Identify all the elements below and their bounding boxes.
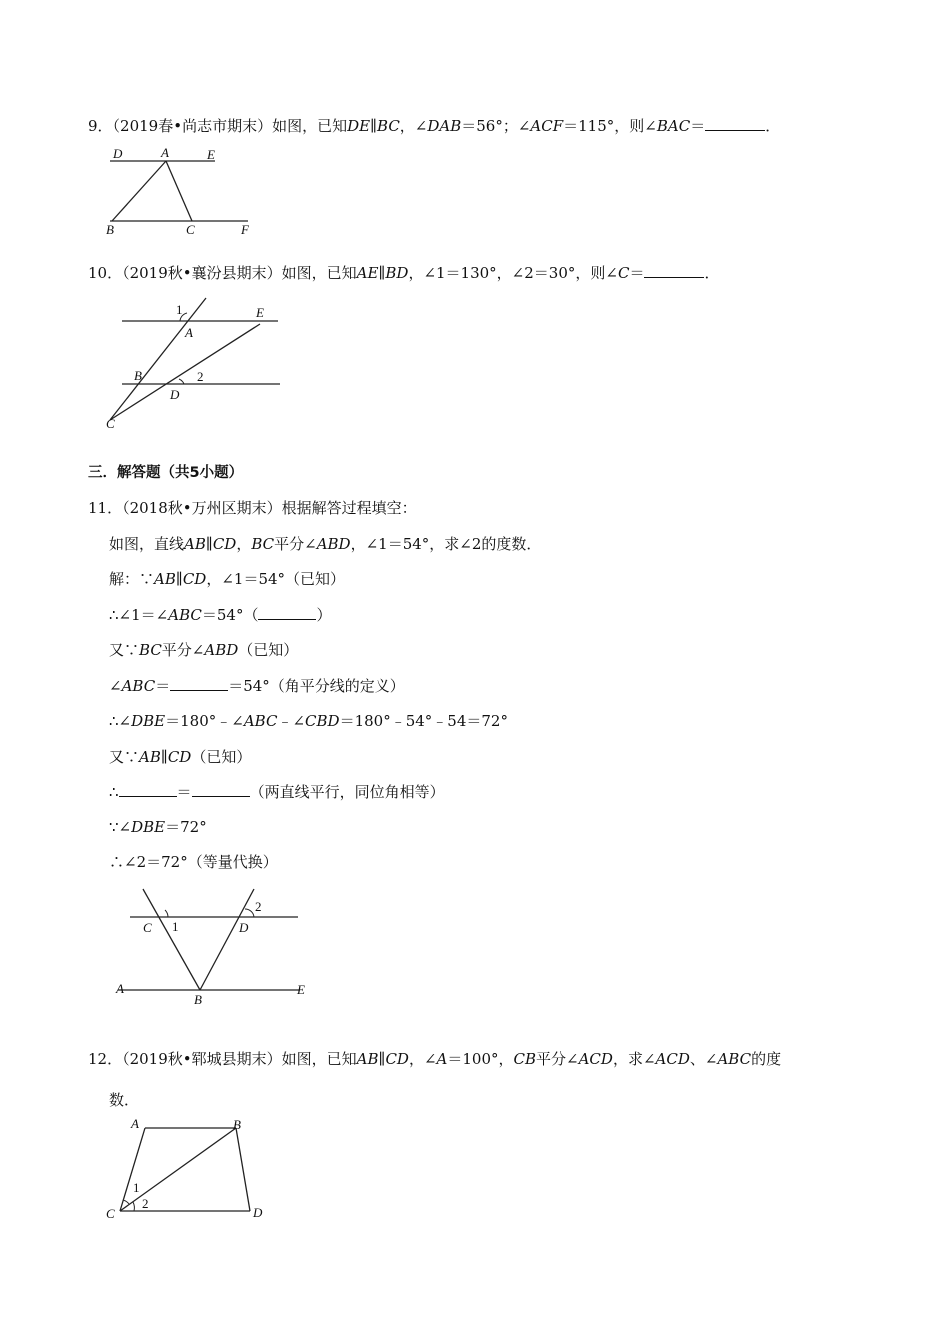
q12-figure	[100, 1114, 275, 1224]
section-3-title: 三．解答题（共5小题）	[88, 465, 244, 481]
q11-l2a: 解：∵	[109, 570, 155, 588]
q12-op1: ∥	[378, 1050, 386, 1068]
q9-number: 9．	[88, 117, 113, 135]
q11-l2d: CD	[182, 570, 207, 588]
q11-l5a: ∠	[109, 677, 122, 695]
q11-label-2: 2	[255, 899, 262, 914]
q12-v5: ACD	[578, 1050, 613, 1068]
q12-label-b: B	[233, 1117, 241, 1132]
q10-text	[88, 263, 719, 283]
q11-l4a: 又∵	[109, 641, 140, 659]
q12-angle2-arc	[133, 1202, 134, 1211]
q10-label-b: B	[134, 368, 142, 383]
q12-v2: CD	[385, 1050, 409, 1068]
q12-t2: ，∠	[408, 1050, 437, 1068]
q11-l1a: 如图，直线	[109, 535, 185, 553]
q9-label-c: C	[186, 222, 195, 237]
q11-l1e: ，	[236, 535, 252, 553]
q12-v6: ACD	[655, 1050, 690, 1068]
q11-line-9	[109, 817, 207, 837]
q12-label-d: D	[253, 1205, 263, 1220]
q9-v3: DAB	[427, 117, 462, 135]
q11-line-1	[109, 534, 541, 554]
q12-t4: 平分∠	[536, 1050, 579, 1068]
q9-label-b: B	[106, 222, 114, 237]
q9-t3: ＝56°；∠	[461, 117, 531, 135]
q12-text-cont: 数．	[109, 1091, 140, 1109]
q11-l2b: AB	[154, 570, 176, 588]
q12-t3: ＝100°，	[447, 1050, 514, 1068]
q12-label-2: 2	[142, 1196, 149, 1211]
q10-line-ca	[110, 298, 206, 420]
q12-angle1-arc	[123, 1200, 129, 1204]
q11-l5c: ＝	[155, 677, 171, 695]
q11-label-a: A	[116, 981, 124, 996]
q11-l7a: 又∵	[109, 748, 140, 766]
q10-op1: ∥	[378, 264, 386, 282]
q11-l6c: ＝180°﹣∠	[165, 712, 244, 730]
q10-label-2: 2	[197, 369, 204, 384]
q11-l6e: ﹣∠	[277, 712, 306, 730]
q11-l7c: ∥	[160, 748, 168, 766]
q11-line-10: ∴∠2＝72°（等量代换）	[109, 853, 278, 871]
q11-l6b: DBE	[131, 712, 166, 730]
q11-label-1: 1	[172, 919, 179, 934]
q12-seg-cb	[120, 1128, 236, 1211]
q11-l8b: ＝	[176, 783, 192, 801]
q9-op1: ∥	[370, 117, 378, 135]
q11-seg-bd	[200, 889, 254, 990]
q11-line-6	[109, 711, 508, 731]
q10-figure	[100, 292, 290, 437]
q9-label-f: F	[241, 222, 249, 237]
q9-t5: ＝	[690, 117, 706, 135]
q11-l6f: CBD	[305, 712, 340, 730]
q9-seg-ab	[112, 161, 166, 221]
q11-l1c: ∥	[205, 535, 213, 553]
q12-t7: 的度	[751, 1050, 782, 1068]
q11-l9c: ＝72°	[165, 818, 207, 836]
q12-source: （2019秋•郓城县期末）	[122, 1050, 282, 1068]
q10-label-1: 1	[176, 302, 183, 317]
q11-line-7	[109, 747, 251, 767]
q11-line-8	[109, 782, 445, 802]
q11-l1h: ABD	[316, 535, 351, 553]
q9-v4: ACF	[530, 117, 564, 135]
q11-l1d: CD	[212, 535, 237, 553]
q11-l4d: ABD	[204, 641, 239, 659]
q11-figure	[108, 884, 318, 1009]
q11-angle1-arc	[165, 910, 168, 917]
q11-line-5	[109, 676, 405, 696]
q12-v3: A	[436, 1050, 448, 1068]
q11-l8c: （两直线平行，同位角相等）	[249, 783, 445, 801]
q9-t4: ＝115°，则∠	[563, 117, 657, 135]
q9-v5: BAC	[656, 117, 691, 135]
q10-v1: AE	[356, 264, 379, 282]
q11-l5b: ABC	[121, 677, 156, 695]
q11-l6a: ∴∠	[109, 712, 132, 730]
q11-l2e: ，∠1＝54°（已知）	[206, 570, 346, 588]
q10-t2: ，∠1＝130°，∠2＝30°，则∠	[408, 264, 618, 282]
q9-label-d: D	[113, 146, 123, 161]
q12-t1: 如图，已知	[281, 1050, 357, 1068]
q11-l4b: BC	[139, 641, 162, 659]
q12-v7: ABC	[717, 1050, 752, 1068]
q11-l2c: ∥	[175, 570, 183, 588]
q11-l7d: CD	[167, 748, 192, 766]
q11-label-d: D	[239, 920, 249, 935]
q11-label-b: B	[194, 992, 202, 1007]
q12-v4: CB	[513, 1050, 537, 1068]
q10-t3: ＝	[629, 264, 645, 282]
q12-label-a: A	[131, 1116, 139, 1131]
q11-l1g: 平分∠	[274, 535, 317, 553]
q9-text	[88, 116, 780, 136]
q12-seg-bd	[236, 1128, 250, 1211]
q12-number: 12．	[88, 1050, 123, 1068]
q11-l3b: ABC	[168, 606, 202, 624]
q10-t1: 如图，已知	[281, 264, 357, 282]
q9-figure	[100, 140, 270, 240]
q10-number: 10．	[88, 264, 123, 282]
q12-text	[88, 1049, 781, 1069]
q11-angle2-arc	[245, 909, 254, 917]
q11-l7e: （已知）	[191, 748, 252, 766]
q12-v1: AB	[356, 1050, 379, 1068]
q12-label-c: C	[106, 1206, 115, 1221]
q11-seg-cb	[143, 889, 200, 990]
q10-v3: C	[617, 264, 630, 282]
q10-angle2-arc	[179, 379, 184, 384]
q10-source: （2019秋•襄汾县期末）	[122, 264, 282, 282]
q9-source: （2019春•尚志市期末）	[112, 117, 273, 135]
q10-label-c: C	[106, 416, 115, 431]
q9-end: ．	[765, 117, 781, 135]
q11-l1b: AB	[184, 535, 206, 553]
q12-t6: 、∠	[689, 1050, 718, 1068]
q9-seg-ac	[166, 161, 192, 221]
q11-l3d: ）	[316, 606, 332, 624]
q11-source: （2018秋•万州区期末）	[122, 499, 282, 517]
q11-text	[88, 498, 417, 518]
q9-t2: ，∠	[399, 117, 428, 135]
q11-label-e: E	[297, 982, 305, 997]
q11-l6d: ABC	[243, 712, 278, 730]
q11-label-c: C	[143, 920, 152, 935]
q11-number: 11．	[88, 499, 123, 517]
q11-l3c: ＝54°（	[201, 606, 259, 624]
q9-label-a: A	[161, 145, 169, 160]
q9-label-e: E	[207, 147, 215, 162]
q11-l6g: ＝180°﹣54°﹣54＝72°	[339, 712, 508, 730]
q11-l4c: 平分∠	[161, 641, 205, 659]
q11-blank-reason-1[interactable]	[258, 605, 316, 620]
q11-blank-left[interactable]	[119, 782, 177, 797]
q10-label-d: D	[170, 387, 180, 402]
q11-intro: 根据解答过程填空：	[281, 499, 417, 517]
q11-line-4	[109, 640, 298, 660]
q9-v2: BC	[377, 117, 400, 135]
q9-t1: 如图，已知	[272, 117, 348, 135]
q10-label-a: A	[185, 325, 193, 340]
q11-line-2	[109, 569, 345, 589]
q11-l1f: BC	[251, 535, 275, 553]
q11-l4e: （已知）	[238, 641, 299, 659]
q12-t5: ，求∠	[612, 1050, 656, 1068]
q11-blank-right[interactable]	[192, 782, 250, 797]
q10-end: ．	[704, 264, 720, 282]
q11-l9a: ∵∠	[109, 818, 132, 836]
q9-v1: DE	[347, 117, 371, 135]
q10-label-e: E	[256, 305, 264, 320]
q9-answer-blank[interactable]	[705, 116, 765, 131]
q11-l3a: ∴∠1＝∠	[109, 606, 169, 624]
q11-line-3	[109, 605, 331, 625]
q11-l1i: ，∠1＝54°，求∠2的度数．	[350, 535, 542, 553]
q10-v2: BD	[385, 264, 409, 282]
q10-answer-blank[interactable]	[644, 263, 704, 278]
q11-l5d: ＝54°（角平分线的定义）	[228, 677, 405, 695]
q11-l9b: DBE	[131, 818, 166, 836]
q11-l7b: AB	[139, 748, 161, 766]
q12-label-1: 1	[133, 1180, 140, 1195]
q11-l8a: ∴	[109, 783, 119, 801]
q11-blank-angle[interactable]	[170, 676, 228, 691]
